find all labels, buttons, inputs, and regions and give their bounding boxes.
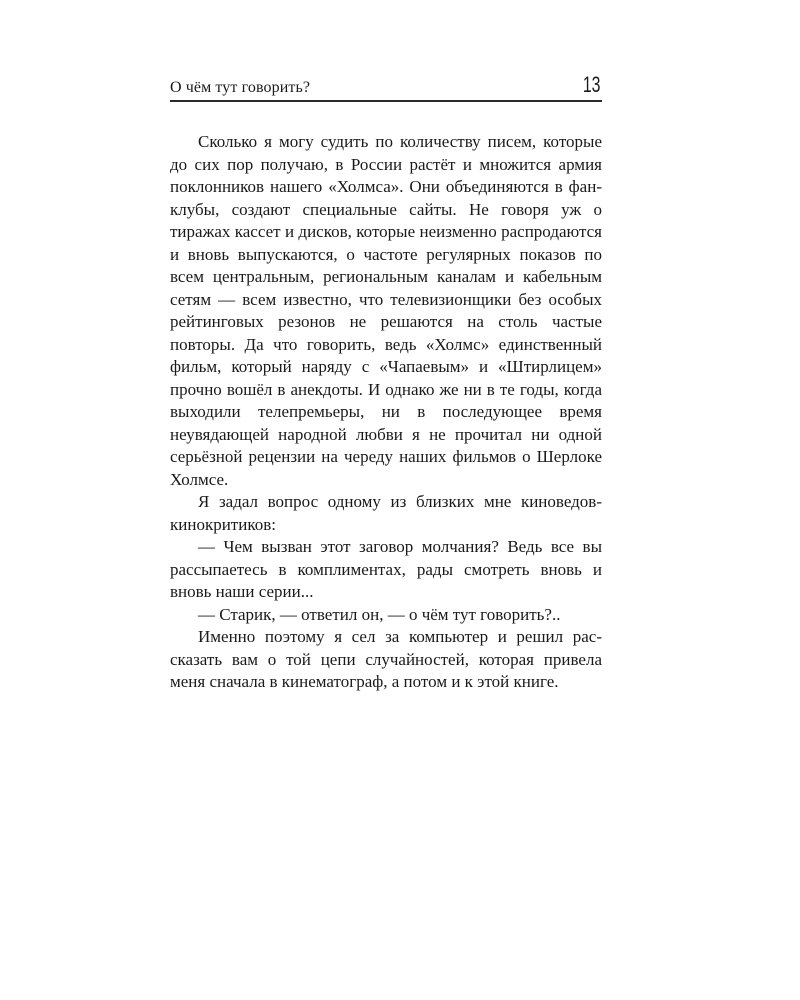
dialogue-line-2: — Старик, — ответил он, — о чём тут говорить?..: [198, 604, 561, 624]
page-number: 13: [582, 72, 600, 97]
dialogue-line-1: — Чем вызван этот заговор молчания? Ведь все вы рассыпаетесь в комплиментах, рады смотреть вновь и вновь наши серии...: [170, 537, 602, 601]
paragraph-intro: Сколько я могу судить по количеству писем, которые до сих пор получаю, в России растёт и множится армия поклонников нашего «Холмса». Они объединяются в фан-клубы, создают специальные сайты. Не говоря уж о тиражах кассет и дисков, которые неизменно распродаются и вновь выпускаются, о частоте регулярных показов по всем центральным, региональным каналам и кабельным сетям — всем известно, что телевизионщики без особых рейтинговых резонов не решаются на столь частые повторы. Да что говорить, ведь «Холмс» единственный фильм, который наряду с «Чапаевым» и «Штирлицем» прочно вошёл в анекдоты. И однако же ни в те годы, когда выходили телепремьеры, ни в последующее время неувядающей народной любви я не прочитал ни одной серьёзной рецензии на череду наших фильмов о Шерлоке Холмсе.: [170, 132, 602, 489]
running-title: О чём тут говорить?: [170, 79, 311, 96]
paragraph-question: Я задал вопрос одному из близких мне киноведов-кинокритиков:: [170, 492, 602, 534]
running-header: [170, 70, 602, 102]
body-text: [170, 131, 602, 694]
paragraph-conclusion: Именно поэтому я сел за компьютер и решил рассказать вам о той цепи случайностей, которая привела меня сначала в кинематограф, а потом и к этой книге.: [170, 627, 602, 691]
